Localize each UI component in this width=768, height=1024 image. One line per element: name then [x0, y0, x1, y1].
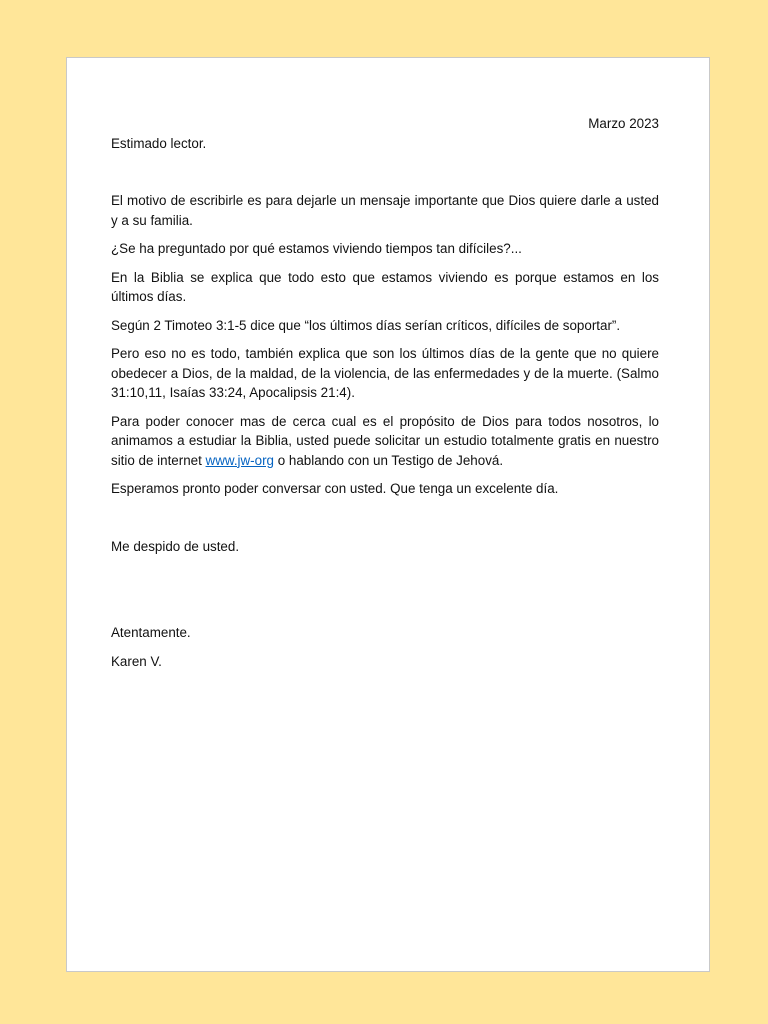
paragraph-1: El motivo de escribirle es para dejarle un mensaje importante que Dios quiere darle a usted y a su familia. — [111, 193, 659, 228]
paragraph-2: ¿Se ha preguntado por qué estamos viviendo tiempos tan difíciles?... — [111, 241, 522, 256]
paragraph-3: En la Biblia se explica que todo esto que estamos viviendo es porque estamos en los últimos días. — [111, 269, 659, 304]
letter-farewell: Me despido de usted. — [111, 538, 240, 554]
document-page — [66, 57, 710, 972]
letter-greeting: Estimado lector. — [111, 135, 207, 151]
paragraph-4: Según 2 Timoteo 3:1-5 dice que “los últimos días serían críticos, difíciles de soportar”. — [111, 317, 621, 333]
letter-closing: Atentamente. — [111, 625, 191, 640]
letter-date: Marzo 2023 — [588, 116, 659, 131]
paragraph-6 — [111, 412, 659, 471]
paragraph-6-text-after: o hablando con un Testigo de Jehová. — [274, 452, 504, 468]
letter-signature: Karen V. — [111, 653, 162, 669]
paragraph-7: Esperamos pronto poder conversar con usted. Que tenga un excelente día. — [111, 481, 559, 496]
paragraph-6-text-before: Para poder conocer mas de cerca cual es el propósito de Dios para todos nosotros, lo animamos a estudiar la Biblia, usted puede solicitar un estudio totalmente gratis en nuestro sitio de internet — [111, 413, 659, 468]
letter-body — [111, 114, 659, 671]
website-link[interactable]: www.jw-org — [205, 452, 274, 468]
paragraph-5: Pero eso no es todo, también explica que son los últimos días de la gente que no quiere obedecer a Dios, de la maldad, de la violencia, de las enfermedades y de la muerte. (Salmo 31:10,11, Isaías 33:24, Apocalipsis 21:4). — [111, 346, 659, 400]
